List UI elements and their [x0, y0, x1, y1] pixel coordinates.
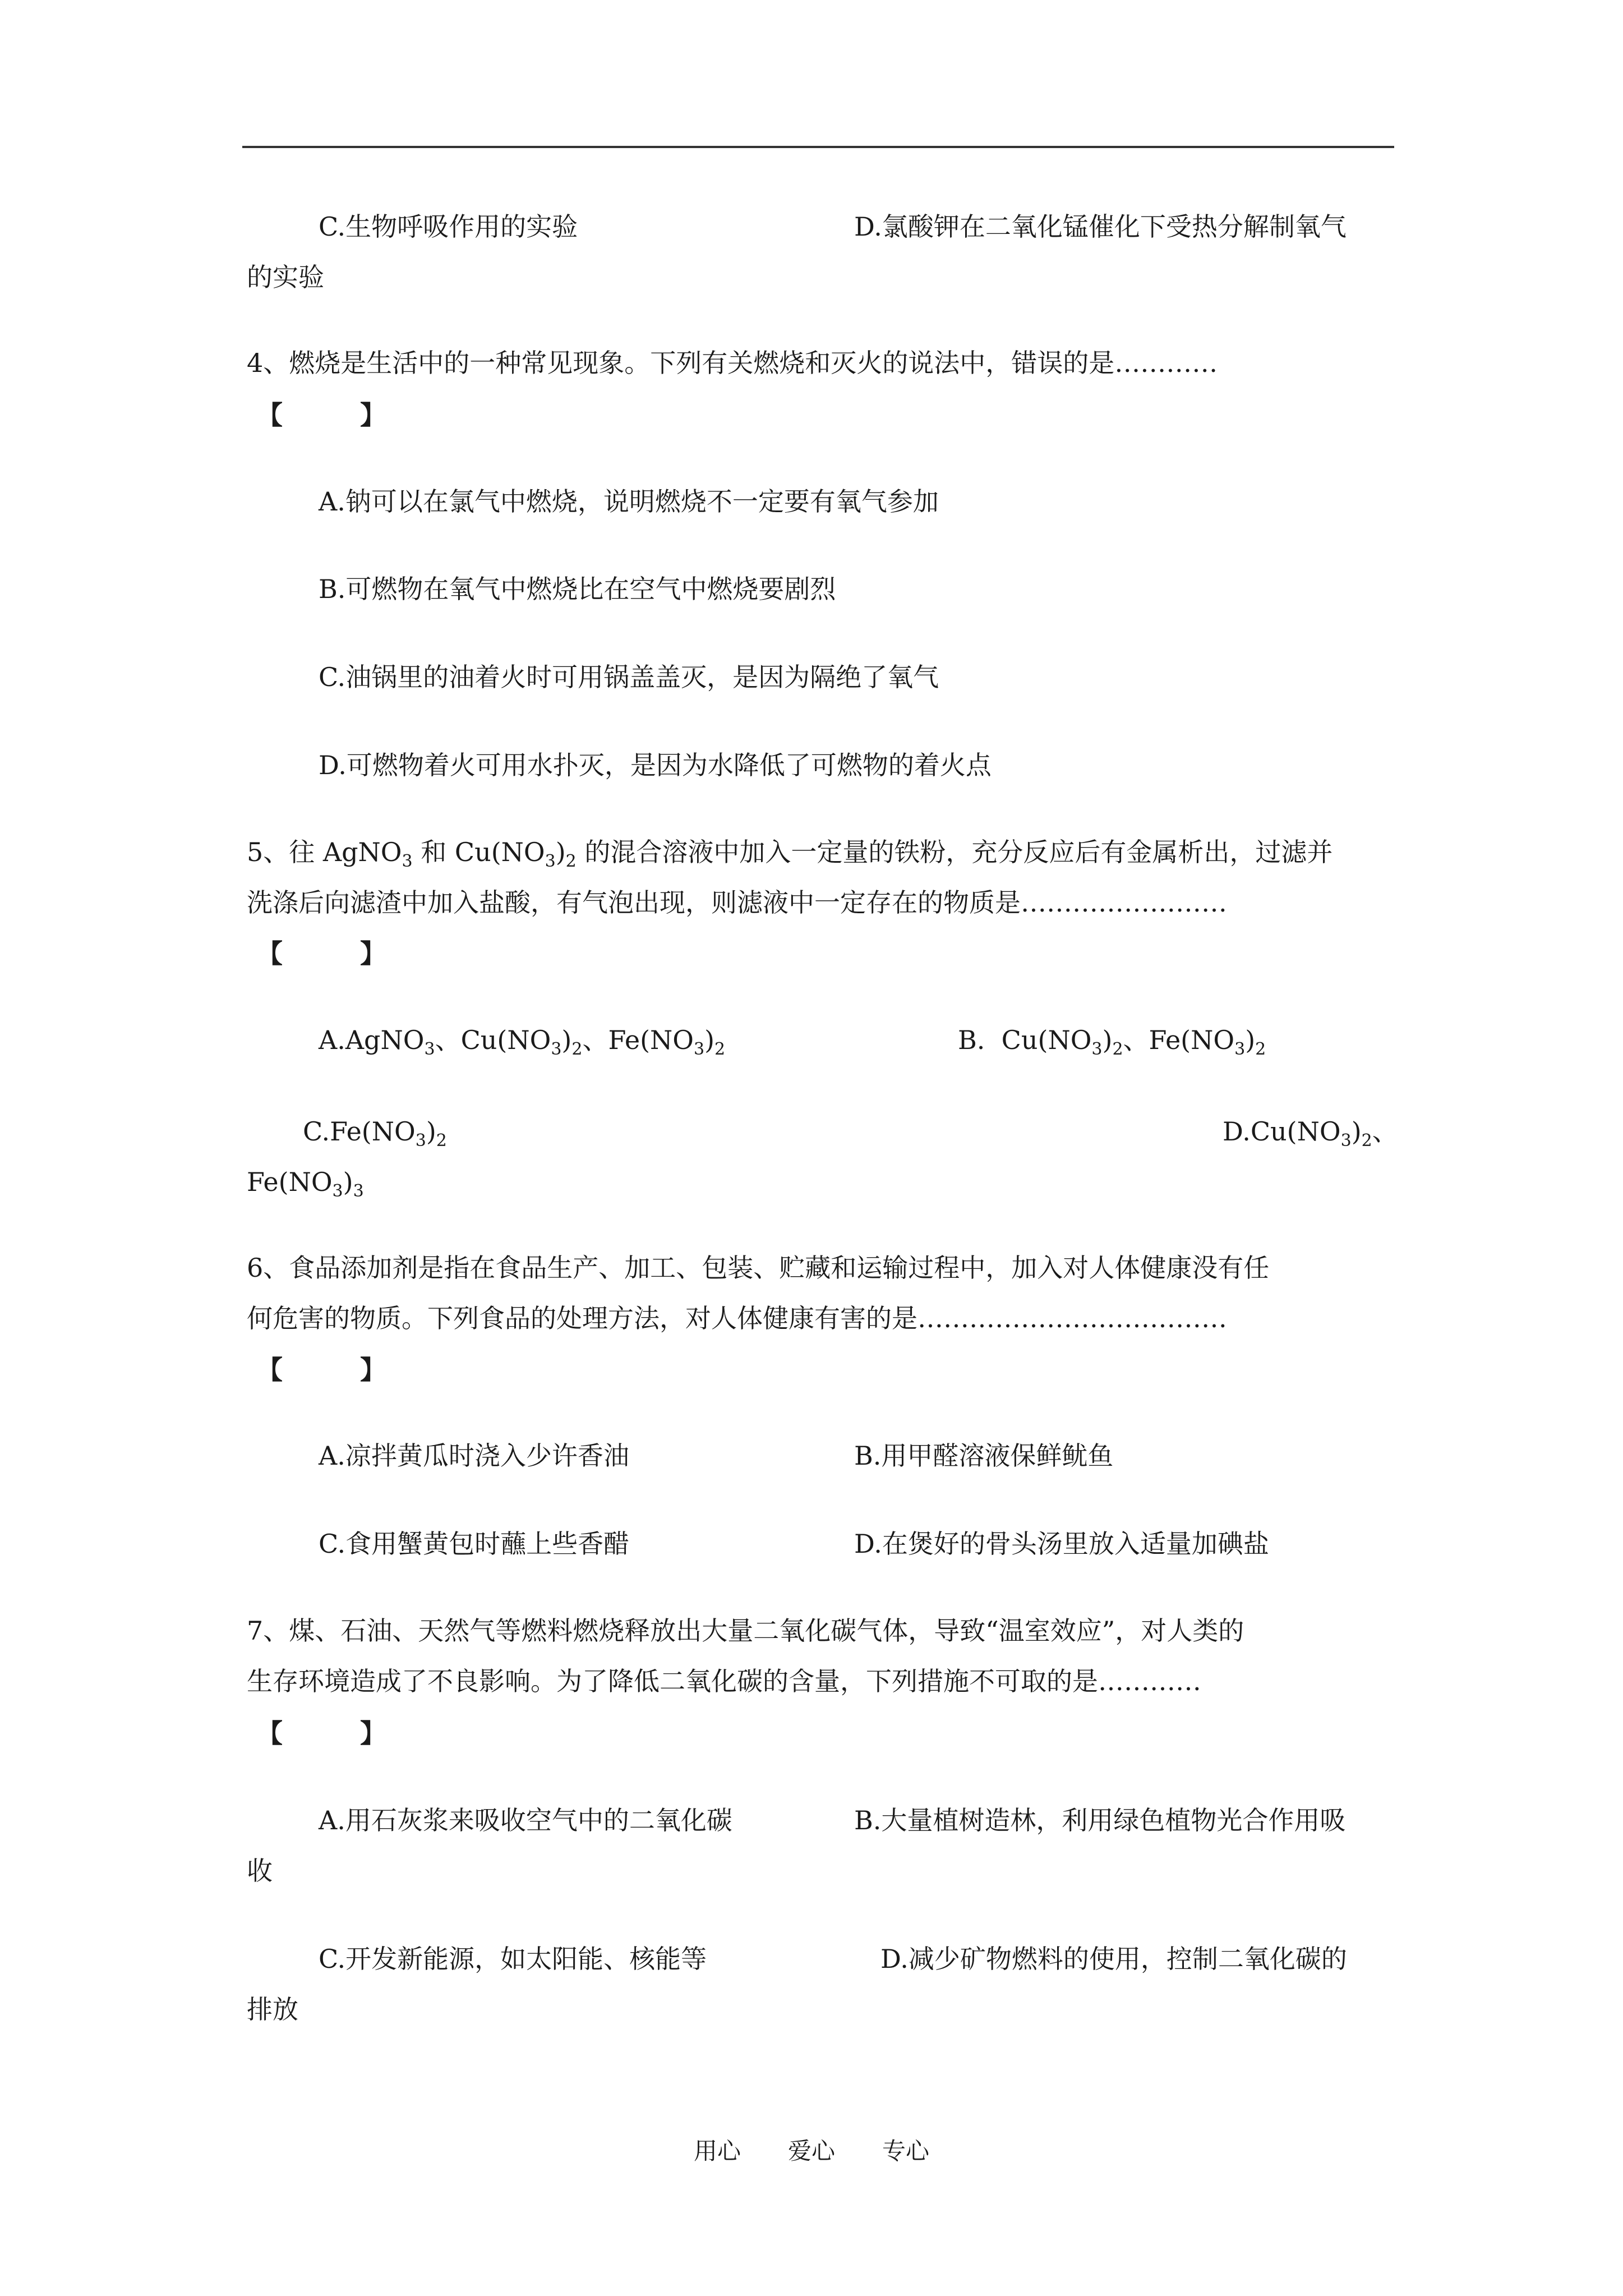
- q7-option-b: B.大量植树造林，利用绿色植物光合作用吸: [854, 1805, 1346, 1835]
- q3-option-c: C.生物呼吸作用的实验: [319, 211, 578, 242]
- q5-stem-line2: 洗涤后向滤渣中加入盐酸，有气泡出现，则滤液中一定存在的物质是……………………: [247, 887, 1227, 918]
- q7-option-c: C.开发新能源，如太阳能、核能等: [319, 1944, 707, 1974]
- page-footer: 用心 爱心 专心: [693, 2137, 929, 2165]
- q5-option-d-wrap: $Fe(NO_3)_3$: [247, 1167, 364, 1202]
- q3-option-d: D.氯酸钾在二氧化锰催化下受热分解制氧气: [854, 211, 1347, 242]
- q6-stem-line1: 6、食品添加剂是指在食品生产、加工、包装、贮藏和运输过程中，加入对人体健康没有任: [247, 1253, 1270, 1283]
- q6-option-c: C.食用蟹黄包时蘸上些香醋: [319, 1529, 630, 1559]
- q5-option-d: $D.Cu(NO_3)_2$、: [1223, 1116, 1398, 1151]
- q4-option-c: C.油锅里的油着火时可用锅盖盖灭，是因为隔绝了氧气: [319, 662, 939, 692]
- q5-option-c: $C.Fe(NO_3)_2$: [303, 1116, 447, 1151]
- q6-option-b: B.用甲醛溶液保鲜鱿鱼: [854, 1441, 1114, 1471]
- q7-option-a: A.用石灰浆来吸收空气中的二氧化碳: [319, 1805, 732, 1835]
- q7-stem-line1: 7、煤、石油、天然气等燃料燃烧释放出大量二氧化碳气体，导致“温室效应”，对人类的: [247, 1616, 1244, 1646]
- q5-answer-bracket: 【 】: [257, 938, 386, 969]
- q7-option-d-wrap: 排放: [247, 1994, 298, 2024]
- q5-option-b: B. $Cu(NO_3)_2$、$Fe(NO_3)_2$: [958, 1025, 1266, 1060]
- q4-answer-bracket: 【 】: [257, 400, 386, 430]
- q6-stem-line2: 何危害的物质。下列食品的处理方法，对人体健康有害的是………………………………: [247, 1303, 1227, 1333]
- header-rule: [242, 146, 1394, 148]
- q4-option-a: A.钠可以在氯气中燃烧，说明燃烧不一定要有氧气参加: [319, 486, 939, 517]
- q7-answer-bracket: 【 】: [257, 1718, 386, 1749]
- q5-option-a: A.AgNO$_3$、$Cu(NO_3)_2$、$Fe(NO_3)_2$: [319, 1025, 726, 1060]
- q4-option-d: D.可燃物着火可用水扑灭，是因为水降低了可燃物的着火点: [319, 750, 992, 780]
- q7-option-d: D.减少矿物燃料的使用，控制二氧化碳的: [880, 1944, 1347, 1974]
- q6-option-a: A.凉拌黄瓜时浇入少许香油: [319, 1441, 629, 1471]
- q4-stem: 4、燃烧是生活中的一种常见现象。下列有关燃烧和灭火的说法中，错误的是…………: [247, 348, 1218, 378]
- q7-stem-line2: 生存环境造成了不良影响。为了降低二氧化碳的含量，下列措施不可取的是…………: [247, 1666, 1201, 1696]
- q5-stem-line1: 5、往 AgNO$_3$ 和 $Cu(NO_3)_2$ 的混合溶液中加入一定量的铁粉，充分反应后有金属析出，过滤并: [247, 837, 1333, 872]
- q6-answer-bracket: 【 】: [257, 1355, 386, 1385]
- q3-option-d-wrap: 的实验: [247, 262, 324, 292]
- q4-option-b: B.可燃物在氧气中燃烧比在空气中燃烧要剧烈: [319, 574, 836, 604]
- q7-option-b-wrap: 收: [247, 1856, 273, 1886]
- q6-option-d: D.在煲好的骨头汤里放入适量加碘盐: [854, 1529, 1269, 1559]
